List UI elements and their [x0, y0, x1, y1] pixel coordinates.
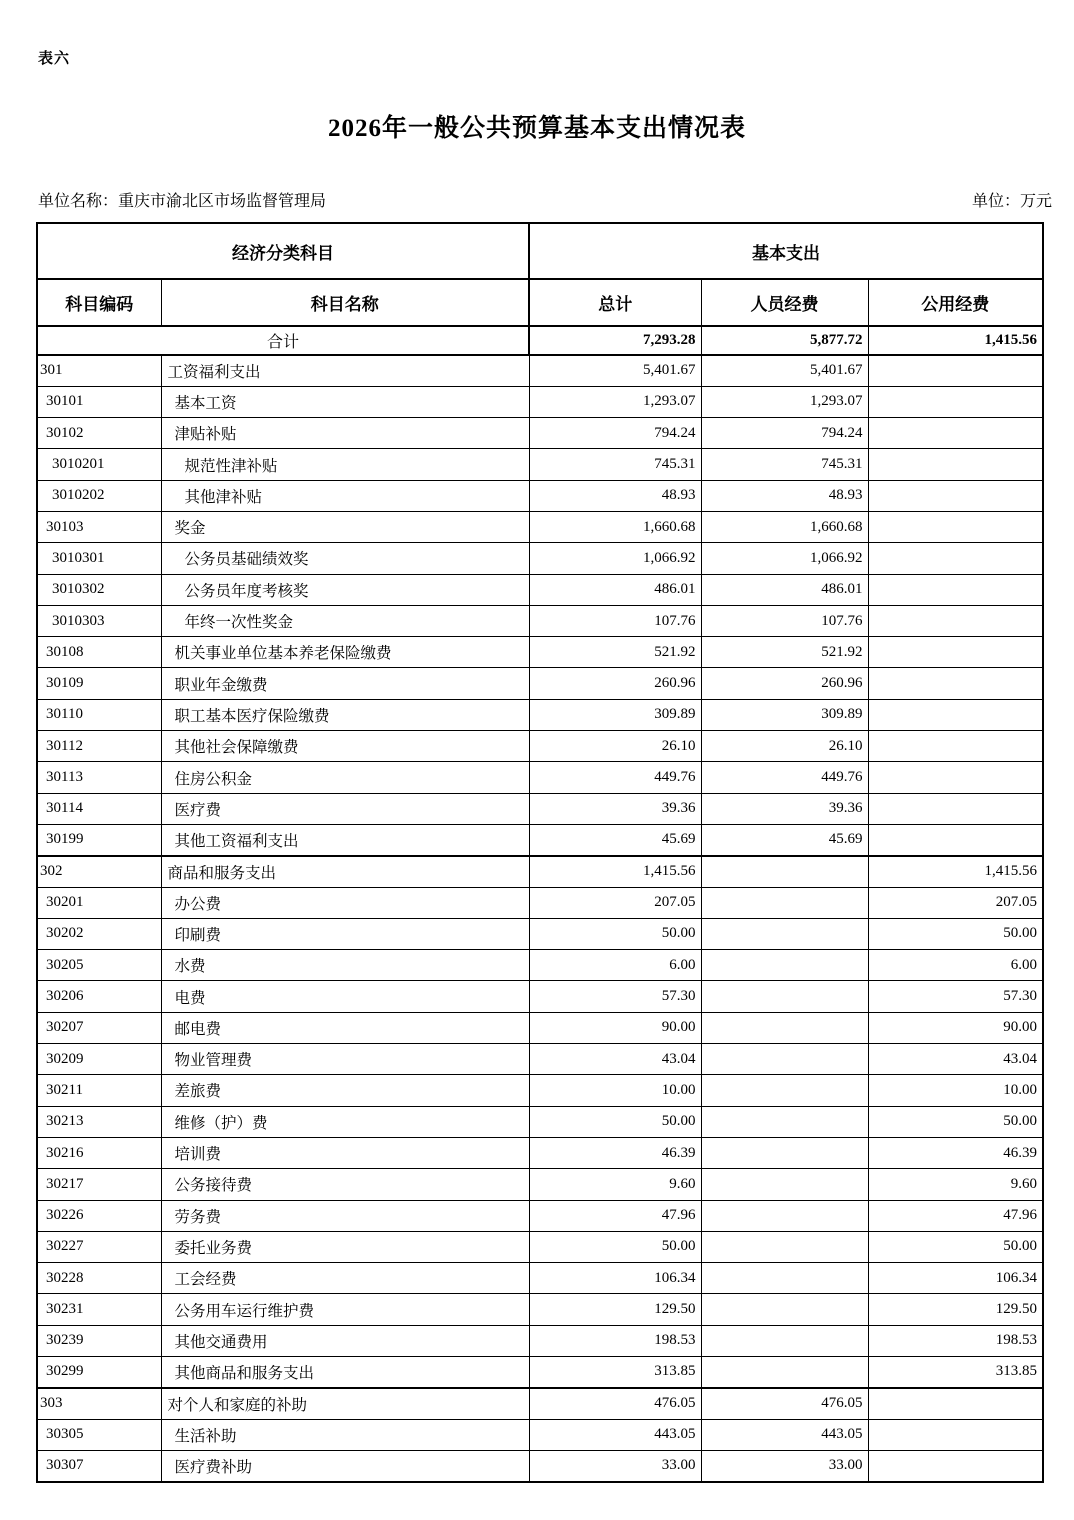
cell-personnel: 5,401.67 — [701, 355, 868, 386]
cell-name: 医疗费补助 — [161, 1450, 529, 1481]
cell-personnel — [701, 1044, 868, 1075]
cell-name: 其他商品和服务支出 — [161, 1357, 529, 1388]
cell-name: 对个人和家庭的补助 — [161, 1388, 529, 1419]
table-row — [37, 1012, 1043, 1043]
cell-public — [868, 574, 1043, 605]
cell-public: 46.39 — [868, 1137, 1043, 1168]
cell-total: 443.05 — [529, 1419, 701, 1450]
cell-total: 129.50 — [529, 1294, 701, 1325]
cell-personnel — [701, 1106, 868, 1137]
cell-public — [868, 449, 1043, 480]
cell-public: 90.00 — [868, 1012, 1043, 1043]
cell-personnel — [701, 1169, 868, 1200]
cell-name: 公务员年度考核奖 — [161, 574, 529, 605]
cell-total: 9.60 — [529, 1169, 701, 1200]
cell-public — [868, 1419, 1043, 1450]
cell-name: 邮电费 — [161, 1012, 529, 1043]
cell-code: 30205 — [37, 950, 161, 981]
cell-total: 6.00 — [529, 950, 701, 981]
table-row — [37, 1200, 1043, 1231]
table-row — [37, 918, 1043, 949]
cell-name: 基本工资 — [161, 386, 529, 417]
cell-code: 30216 — [37, 1137, 161, 1168]
cell-code: 30114 — [37, 793, 161, 824]
cell-name: 职工基本医疗保险缴费 — [161, 699, 529, 730]
header-public-funds: 公用经费 — [868, 279, 1043, 326]
cell-code: 30207 — [37, 1012, 161, 1043]
cell-code: 302 — [37, 856, 161, 887]
cell-personnel — [701, 1231, 868, 1262]
cell-code: 30228 — [37, 1263, 161, 1294]
cell-name: 其他社会保障缴费 — [161, 731, 529, 762]
cell-personnel: 745.31 — [701, 449, 868, 480]
cell-public — [868, 605, 1043, 636]
cell-name: 维修（护）费 — [161, 1106, 529, 1137]
cell-name: 印刷费 — [161, 918, 529, 949]
cell-name: 住房公积金 — [161, 762, 529, 793]
cell-public: 50.00 — [868, 918, 1043, 949]
cell-name: 公务员基础绩效奖 — [161, 543, 529, 574]
cell-name: 机关事业单位基本养老保险缴费 — [161, 637, 529, 668]
cell-public: 6.00 — [868, 950, 1043, 981]
table-row — [37, 1106, 1043, 1137]
cell-code: 30201 — [37, 887, 161, 918]
cell-personnel: 33.00 — [701, 1450, 868, 1481]
cell-total: 198.53 — [529, 1325, 701, 1356]
cell-total: 309.89 — [529, 699, 701, 730]
table-row — [37, 605, 1043, 636]
cell-public — [868, 355, 1043, 386]
cell-public: 207.05 — [868, 887, 1043, 918]
cell-total: 260.96 — [529, 668, 701, 699]
table-row — [37, 574, 1043, 605]
table-row — [37, 856, 1043, 887]
cell-code: 3010201 — [37, 449, 161, 480]
table-row — [37, 887, 1043, 918]
cell-name: 其他交通费用 — [161, 1325, 529, 1356]
cell-personnel — [701, 1325, 868, 1356]
cell-public — [868, 543, 1043, 574]
cell-code: 30113 — [37, 762, 161, 793]
cell-public: 106.34 — [868, 1263, 1043, 1294]
cell-personnel — [701, 856, 868, 887]
cell-total: 48.93 — [529, 480, 701, 511]
cell-name: 医疗费 — [161, 793, 529, 824]
cell-personnel: 1,066.92 — [701, 543, 868, 574]
table-row — [37, 1294, 1043, 1325]
cell-personnel: 26.10 — [701, 731, 868, 762]
cell-public — [868, 824, 1043, 855]
cell-name: 办公费 — [161, 887, 529, 918]
cell-total: 449.76 — [529, 762, 701, 793]
cell-total: 10.00 — [529, 1075, 701, 1106]
unit-name-value: 重庆市渝北区市场监督管理局 — [118, 193, 327, 210]
cell-total: 50.00 — [529, 1106, 701, 1137]
cell-personnel — [701, 1200, 868, 1231]
cell-public: 129.50 — [868, 1294, 1043, 1325]
cell-code: 30206 — [37, 981, 161, 1012]
table-row — [37, 1137, 1043, 1168]
header-subject-name: 科目名称 — [161, 279, 529, 326]
grand-total-personnel: 5,877.72 — [701, 326, 868, 355]
cell-code: 3010302 — [37, 574, 161, 605]
grand-total-row — [37, 326, 1043, 355]
table-number-label: 表六 — [38, 50, 71, 67]
table-row — [37, 355, 1043, 386]
cell-total: 521.92 — [529, 637, 701, 668]
cell-public — [868, 1388, 1043, 1419]
cell-name: 规范性津补贴 — [161, 449, 529, 480]
cell-personnel: 794.24 — [701, 418, 868, 449]
cell-total: 107.76 — [529, 605, 701, 636]
cell-total: 207.05 — [529, 887, 701, 918]
cell-personnel: 45.69 — [701, 824, 868, 855]
table-row — [37, 762, 1043, 793]
currency-unit-label: 单位： — [971, 193, 1020, 210]
cell-name: 商品和服务支出 — [161, 856, 529, 887]
cell-code: 30103 — [37, 511, 161, 542]
cell-personnel — [701, 1357, 868, 1388]
cell-personnel — [701, 981, 868, 1012]
cell-total: 745.31 — [529, 449, 701, 480]
table-body — [37, 326, 1043, 1482]
cell-name: 电费 — [161, 981, 529, 1012]
table-row — [37, 699, 1043, 730]
cell-personnel: 476.05 — [701, 1388, 868, 1419]
cell-name: 年终一次性奖金 — [161, 605, 529, 636]
cell-public: 1,415.56 — [868, 856, 1043, 887]
table-header — [37, 223, 1043, 326]
header-group-row — [37, 223, 1043, 279]
cell-personnel — [701, 1075, 868, 1106]
cell-name: 其他工资福利支出 — [161, 824, 529, 855]
cell-total: 1,415.56 — [529, 856, 701, 887]
cell-total: 57.30 — [529, 981, 701, 1012]
header-columns-row — [37, 279, 1043, 326]
cell-code: 30239 — [37, 1325, 161, 1356]
cell-public — [868, 480, 1043, 511]
cell-personnel: 39.36 — [701, 793, 868, 824]
table-row — [37, 981, 1043, 1012]
table-row — [37, 637, 1043, 668]
cell-name: 委托业务费 — [161, 1231, 529, 1262]
cell-public — [868, 762, 1043, 793]
cell-name: 公务接待费 — [161, 1169, 529, 1200]
table-row — [37, 1231, 1043, 1262]
table-row — [37, 449, 1043, 480]
cell-public: 10.00 — [868, 1075, 1043, 1106]
cell-public — [868, 1450, 1043, 1481]
header-subject-code: 科目编码 — [37, 279, 161, 326]
table-row — [37, 386, 1043, 417]
cell-code: 30102 — [37, 418, 161, 449]
cell-name: 水费 — [161, 950, 529, 981]
cell-public: 50.00 — [868, 1231, 1043, 1262]
cell-code: 30307 — [37, 1450, 161, 1481]
header-total: 总计 — [529, 279, 701, 326]
cell-total: 47.96 — [529, 1200, 701, 1231]
cell-name: 奖金 — [161, 511, 529, 542]
cell-total: 313.85 — [529, 1357, 701, 1388]
cell-public: 50.00 — [868, 1106, 1043, 1137]
cell-personnel — [701, 887, 868, 918]
cell-public: 313.85 — [868, 1357, 1043, 1388]
cell-public: 57.30 — [868, 981, 1043, 1012]
cell-code: 30299 — [37, 1357, 161, 1388]
cell-total: 794.24 — [529, 418, 701, 449]
cell-name: 其他津补贴 — [161, 480, 529, 511]
cell-total: 1,660.68 — [529, 511, 701, 542]
cell-personnel: 449.76 — [701, 762, 868, 793]
table-row — [37, 668, 1043, 699]
table-row — [37, 824, 1043, 855]
grand-total-label: 合计 — [37, 326, 529, 355]
cell-code: 30202 — [37, 918, 161, 949]
cell-code: 3010202 — [37, 480, 161, 511]
cell-personnel — [701, 950, 868, 981]
cell-personnel — [701, 1263, 868, 1294]
cell-name: 培训费 — [161, 1137, 529, 1168]
cell-code: 30231 — [37, 1294, 161, 1325]
cell-total: 106.34 — [529, 1263, 701, 1294]
cell-personnel: 309.89 — [701, 699, 868, 730]
grand-total-public: 1,415.56 — [868, 326, 1043, 355]
cell-name: 职业年金缴费 — [161, 668, 529, 699]
cell-code: 3010301 — [37, 543, 161, 574]
cell-total: 486.01 — [529, 574, 701, 605]
currency-unit-value: 万元 — [1019, 193, 1052, 210]
grand-total-total: 7,293.28 — [529, 326, 701, 355]
table-row — [37, 1450, 1043, 1481]
cell-total: 26.10 — [529, 731, 701, 762]
table-row — [37, 1075, 1043, 1106]
cell-personnel: 1,293.07 — [701, 386, 868, 417]
cell-code: 3010303 — [37, 605, 161, 636]
table-row — [37, 1044, 1043, 1075]
table-row — [37, 511, 1043, 542]
cell-personnel — [701, 1137, 868, 1168]
unit-info-line — [38, 192, 1052, 212]
cell-name: 公务用车运行维护费 — [161, 1294, 529, 1325]
cell-personnel: 521.92 — [701, 637, 868, 668]
cell-name: 工会经费 — [161, 1263, 529, 1294]
cell-public — [868, 668, 1043, 699]
table-row — [37, 1263, 1043, 1294]
cell-public — [868, 511, 1043, 542]
cell-total: 1,066.92 — [529, 543, 701, 574]
cell-total: 46.39 — [529, 1137, 701, 1168]
cell-total: 43.04 — [529, 1044, 701, 1075]
header-basic-expenditure: 基本支出 — [529, 223, 1043, 279]
cell-personnel: 48.93 — [701, 480, 868, 511]
cell-total: 45.69 — [529, 824, 701, 855]
cell-code: 30217 — [37, 1169, 161, 1200]
cell-personnel — [701, 918, 868, 949]
cell-personnel: 443.05 — [701, 1419, 868, 1450]
cell-code: 30209 — [37, 1044, 161, 1075]
cell-name: 差旅费 — [161, 1075, 529, 1106]
currency-unit — [972, 192, 1052, 212]
cell-public — [868, 637, 1043, 668]
cell-code: 303 — [37, 1388, 161, 1419]
table-row — [37, 1325, 1043, 1356]
cell-code: 30211 — [37, 1075, 161, 1106]
cell-public — [868, 793, 1043, 824]
cell-code: 30109 — [37, 668, 161, 699]
cell-public — [868, 731, 1043, 762]
cell-code: 30110 — [37, 699, 161, 730]
table-row — [37, 1169, 1043, 1200]
table-row — [37, 1419, 1043, 1450]
cell-name: 物业管理费 — [161, 1044, 529, 1075]
cell-public: 198.53 — [868, 1325, 1043, 1356]
cell-total: 1,293.07 — [529, 386, 701, 417]
cell-total: 476.05 — [529, 1388, 701, 1419]
budget-table — [36, 222, 1044, 1483]
cell-code: 30213 — [37, 1106, 161, 1137]
cell-public — [868, 418, 1043, 449]
unit-name — [38, 192, 326, 212]
cell-name: 工资福利支出 — [161, 355, 529, 386]
cell-name: 津贴补贴 — [161, 418, 529, 449]
cell-public: 43.04 — [868, 1044, 1043, 1075]
header-personnel-funds: 人员经费 — [701, 279, 868, 326]
cell-code: 30108 — [37, 637, 161, 668]
table-row — [37, 1357, 1043, 1388]
cell-total: 50.00 — [529, 1231, 701, 1262]
table-row — [37, 418, 1043, 449]
cell-total: 50.00 — [529, 918, 701, 949]
cell-personnel: 107.76 — [701, 605, 868, 636]
cell-code: 30199 — [37, 824, 161, 855]
table-row — [37, 543, 1043, 574]
cell-total: 5,401.67 — [529, 355, 701, 386]
header-economic-classification: 经济分类科目 — [37, 223, 529, 279]
cell-public: 47.96 — [868, 1200, 1043, 1231]
cell-code: 30226 — [37, 1200, 161, 1231]
cell-code: 30112 — [37, 731, 161, 762]
cell-code: 30227 — [37, 1231, 161, 1262]
cell-personnel: 1,660.68 — [701, 511, 868, 542]
table-row — [37, 793, 1043, 824]
page-title: 2026年一般公共预算基本支出情况表 — [327, 115, 746, 142]
cell-personnel: 486.01 — [701, 574, 868, 605]
table-row — [37, 950, 1043, 981]
cell-personnel — [701, 1294, 868, 1325]
unit-name-label: 单位名称： — [38, 193, 119, 210]
cell-code: 30305 — [37, 1419, 161, 1450]
cell-name: 劳务费 — [161, 1200, 529, 1231]
table-row — [37, 480, 1043, 511]
cell-personnel: 260.96 — [701, 668, 868, 699]
cell-total: 33.00 — [529, 1450, 701, 1481]
cell-total: 90.00 — [529, 1012, 701, 1043]
cell-public: 9.60 — [868, 1169, 1043, 1200]
cell-code: 301 — [37, 355, 161, 386]
cell-public — [868, 386, 1043, 417]
table-row — [37, 731, 1043, 762]
cell-personnel — [701, 1012, 868, 1043]
cell-total: 39.36 — [529, 793, 701, 824]
cell-public — [868, 699, 1043, 730]
cell-code: 30101 — [37, 386, 161, 417]
table-row — [37, 1388, 1043, 1419]
cell-name: 生活补助 — [161, 1419, 529, 1450]
